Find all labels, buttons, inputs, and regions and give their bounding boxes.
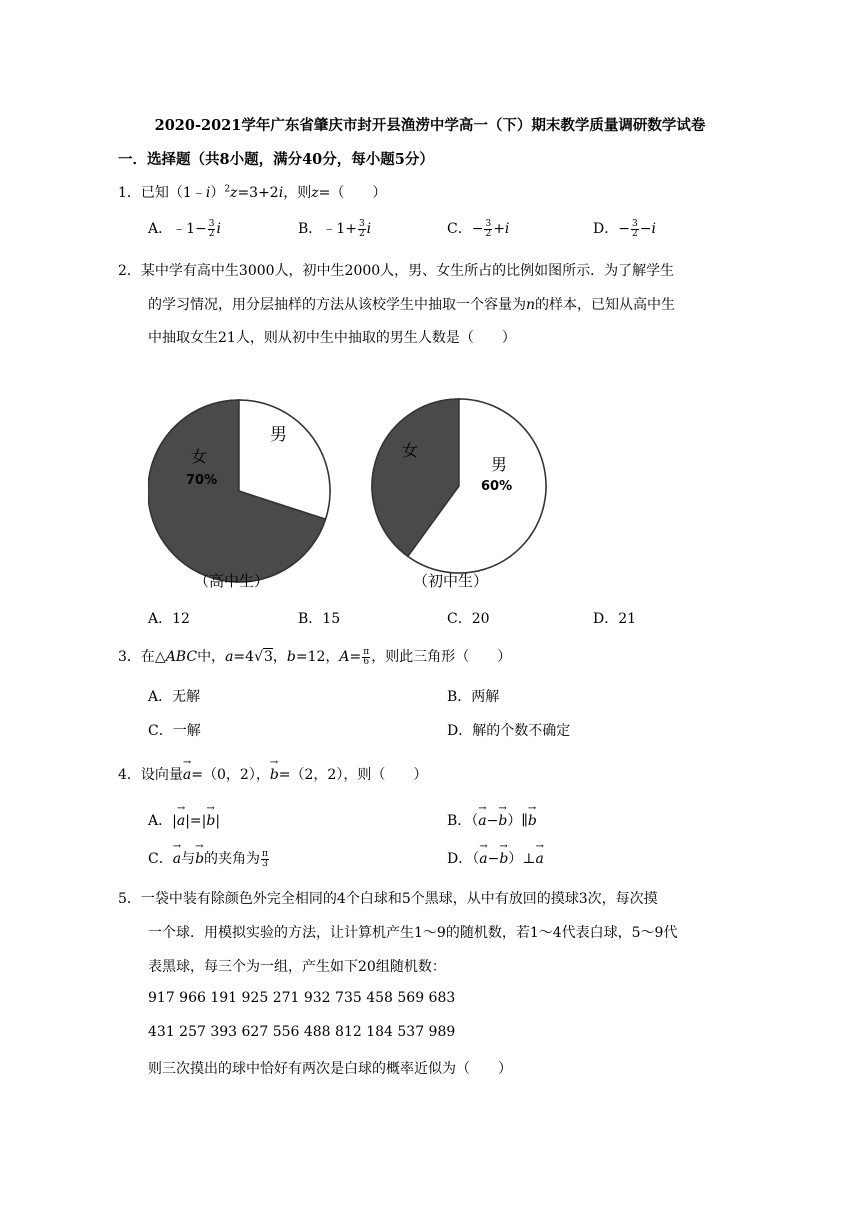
q1-option-b: B．﹣1+ $\frac{3}{2}$ i xyxy=(298,218,372,239)
question-3-stem: 3．在△ABC中，a=4√3，b=12，A= $\frac{\pi}{6}$ ，则此三角形（ ） xyxy=(118,646,512,667)
pie1-caption: （高中生） xyxy=(194,572,270,590)
q4-option-b: B．（→ a−→ b）∥→ b xyxy=(447,810,537,830)
question-5-line-3: 表黑球，每三个为一组，产生如下20组随机数： xyxy=(148,959,446,975)
question-2-line-3: 中抽取女生21人，则从初中生中抽取的男生人数是（ ） xyxy=(148,330,516,346)
pie2-male-pct: 60% xyxy=(481,479,513,494)
pie2-male-label: 男 xyxy=(491,455,508,474)
question-2-line-2: 的学习情况，用分层抽样的方法从该校学生中抽取一个容量为n的样本，已知从高中生 xyxy=(148,297,676,313)
q4-option-c: C．→ a与→ b的夹角为 $\frac{\pi}{3}$ xyxy=(148,848,270,869)
q2-option-b: B．15 xyxy=(298,611,341,627)
q1-option-a: A．﹣1− $\frac{3}{2}$ i xyxy=(148,218,221,239)
question-5-line-4: 则三次摸出的球中恰好有两次是白球的概率近似为（ ） xyxy=(148,1061,512,1077)
q3-option-b: B．两解 xyxy=(447,689,500,705)
question-1-stem: 1．已知（1﹣i）$^2$z=3+2i，则z=（ ） xyxy=(118,184,387,201)
pie-charts xyxy=(148,358,558,598)
paper-title: 2020-2021学年广东省肇庆市封开县渔涝中学高一（下）期末教学质量调研数学试卷 xyxy=(154,117,706,134)
pie2-caption: （初中生） xyxy=(413,572,489,590)
pie-middle-school xyxy=(372,399,546,573)
question-5-line-2: 一个球．用模拟实验的方法，让计算机产生1～9的随机数，若1～4代表白球，5～9代 xyxy=(148,925,678,941)
q1-option-d: D．− $\frac{3}{2}$ −i xyxy=(593,218,656,239)
q4-option-d: D．（→ a−→ b）⊥→ a xyxy=(447,848,544,868)
q3-option-a: A．无解 xyxy=(148,689,201,705)
pie1-male-label: 男 xyxy=(270,425,287,445)
question-2-line-1: 2．某中学有高中生3000人，初中生2000人，男、女生所占的比例如图所示．为了解学生 xyxy=(118,263,675,279)
q2-option-c: C．20 xyxy=(447,611,490,627)
pie1-female-pct: 70% xyxy=(186,473,218,488)
q4-option-a: A．|→ a|=|→ b| xyxy=(148,810,220,830)
random-numbers-row-2: 431 257 393 627 556 488 812 184 537 989 xyxy=(148,1024,456,1040)
section-heading: 一．选择题（共8小题，满分40分，每小题5分） xyxy=(118,151,434,168)
q1-option-c: C．− $\frac{3}{2}$ +i xyxy=(447,218,510,239)
q3-option-d: D．解的个数不确定 xyxy=(447,723,571,739)
pie1-female-label: 女 xyxy=(191,447,208,466)
q2-option-d: D．21 xyxy=(593,611,637,627)
question-4-stem: 4．设向量→ a=（0，2），→ b=（2，2），则（ ） xyxy=(118,764,427,784)
pie-high-school xyxy=(148,400,330,582)
q3-option-c: C．一解 xyxy=(148,723,201,739)
question-5-line-1: 5．一袋中装有除颜色外完全相同的4个白球和5个黑球，从中有放回的摸球3次，每次摸 xyxy=(118,891,658,907)
q2-option-a: A．12 xyxy=(148,611,190,627)
random-numbers-row-1: 917 966 191 925 271 932 735 458 569 683 xyxy=(148,990,456,1006)
pie2-female-label: 女 xyxy=(402,441,419,460)
